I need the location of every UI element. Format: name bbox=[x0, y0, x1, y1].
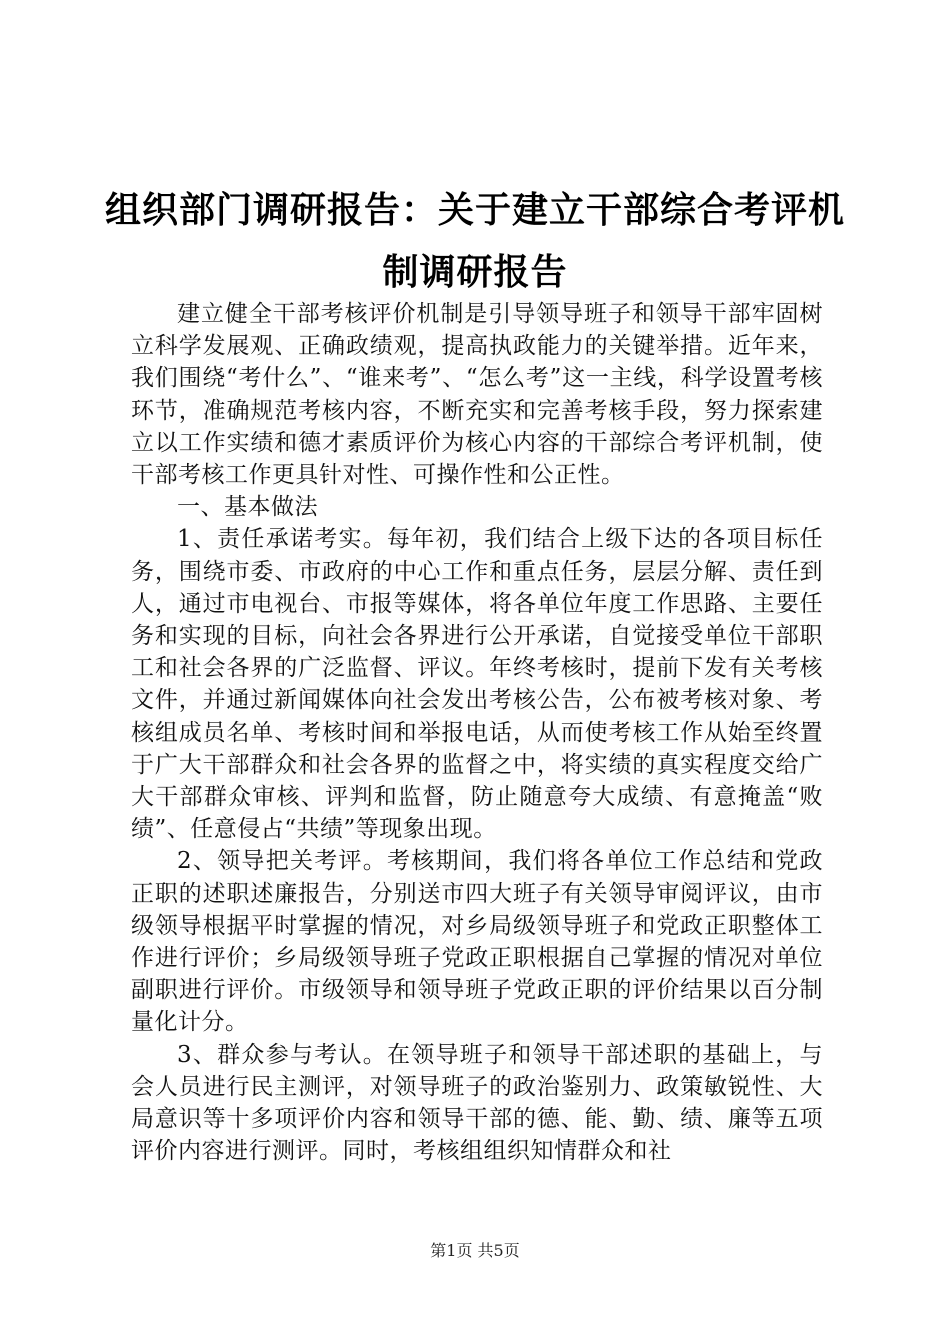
page-number-footer: 第1页 共5页 bbox=[430, 1241, 520, 1260]
paragraph-item-1: 1、责任承诺考实。每年初，我们结合上级下达的各项目标任务，围绕市委、市政府的中心工作和重点任务，层层分解、责任到人，通过市电视台、市报等媒体，将各单位年度工作思路、主要任务和实现的目标，向社会各界进行公开承诺，自觉接受单位干部职工和社会各界的广泛监督、评议。年终考核时，提前下发有关考核文件，并通过新闻媒体向社会发出考核公告，公布被考核对象、考核组成员名单、考核时间和举报电话，从而使考核工作从始至终置于广大干部群众和社会各界的监督之中，将实绩的真实程度交给广大干部群众审核、评判和监督，防止随意夸大成绩、有意掩盖“败绩”、任意侵占“共绩”等现象出现。 bbox=[131, 526, 823, 843]
paragraph-item-3: 3、群众参与考认。在领导班子和领导干部述职的基础上，与会人员进行民主测评，对领导班子的政治鉴别力、政策敏锐性、大局意识等十多项评价内容和领导干部的德、能、勤、绩、廉等五项评价内容进行测评。同时，考核组组织知情群众和社 bbox=[131, 1041, 823, 1165]
paragraph-intro: 建立健全干部考核评价机制是引导领导班子和领导干部牢固树立科学发展观、正确政绩观，提高执政能力的关键举措。近年来，我们围绕“考什么”、“谁来考”、“怎么考”这一主线，科学设置考核环节，准确规范考核内容，不断充实和完善考核手段，努力探索建立以工作实绩和德才素质评价为核心内容的干部综合考评机制，使干部考核工作更具针对性、可操作性和公正性。 bbox=[131, 301, 823, 489]
paragraph-item-2: 2、领导把关考评。考核期间，我们将各单位工作总结和党政正职的述职述廉报告，分别送市四大班子有关领导审阅评议，由市级领导根据平时掌握的情况，对乡局级领导班子和党政正职整体工作进行评价；乡局级领导班子党政正职根据自己掌握的情况对单位副职进行评价。市级领导和领导班子党政正职的评价结果以百分制量化计分。 bbox=[131, 848, 823, 1036]
document-body bbox=[131, 298, 823, 1167]
document-title: 组织部门调研报告：关于建立干部综合考评机制调研报告 bbox=[104, 190, 845, 293]
section-heading-basic-practices: 一、基本做法 bbox=[177, 494, 318, 521]
